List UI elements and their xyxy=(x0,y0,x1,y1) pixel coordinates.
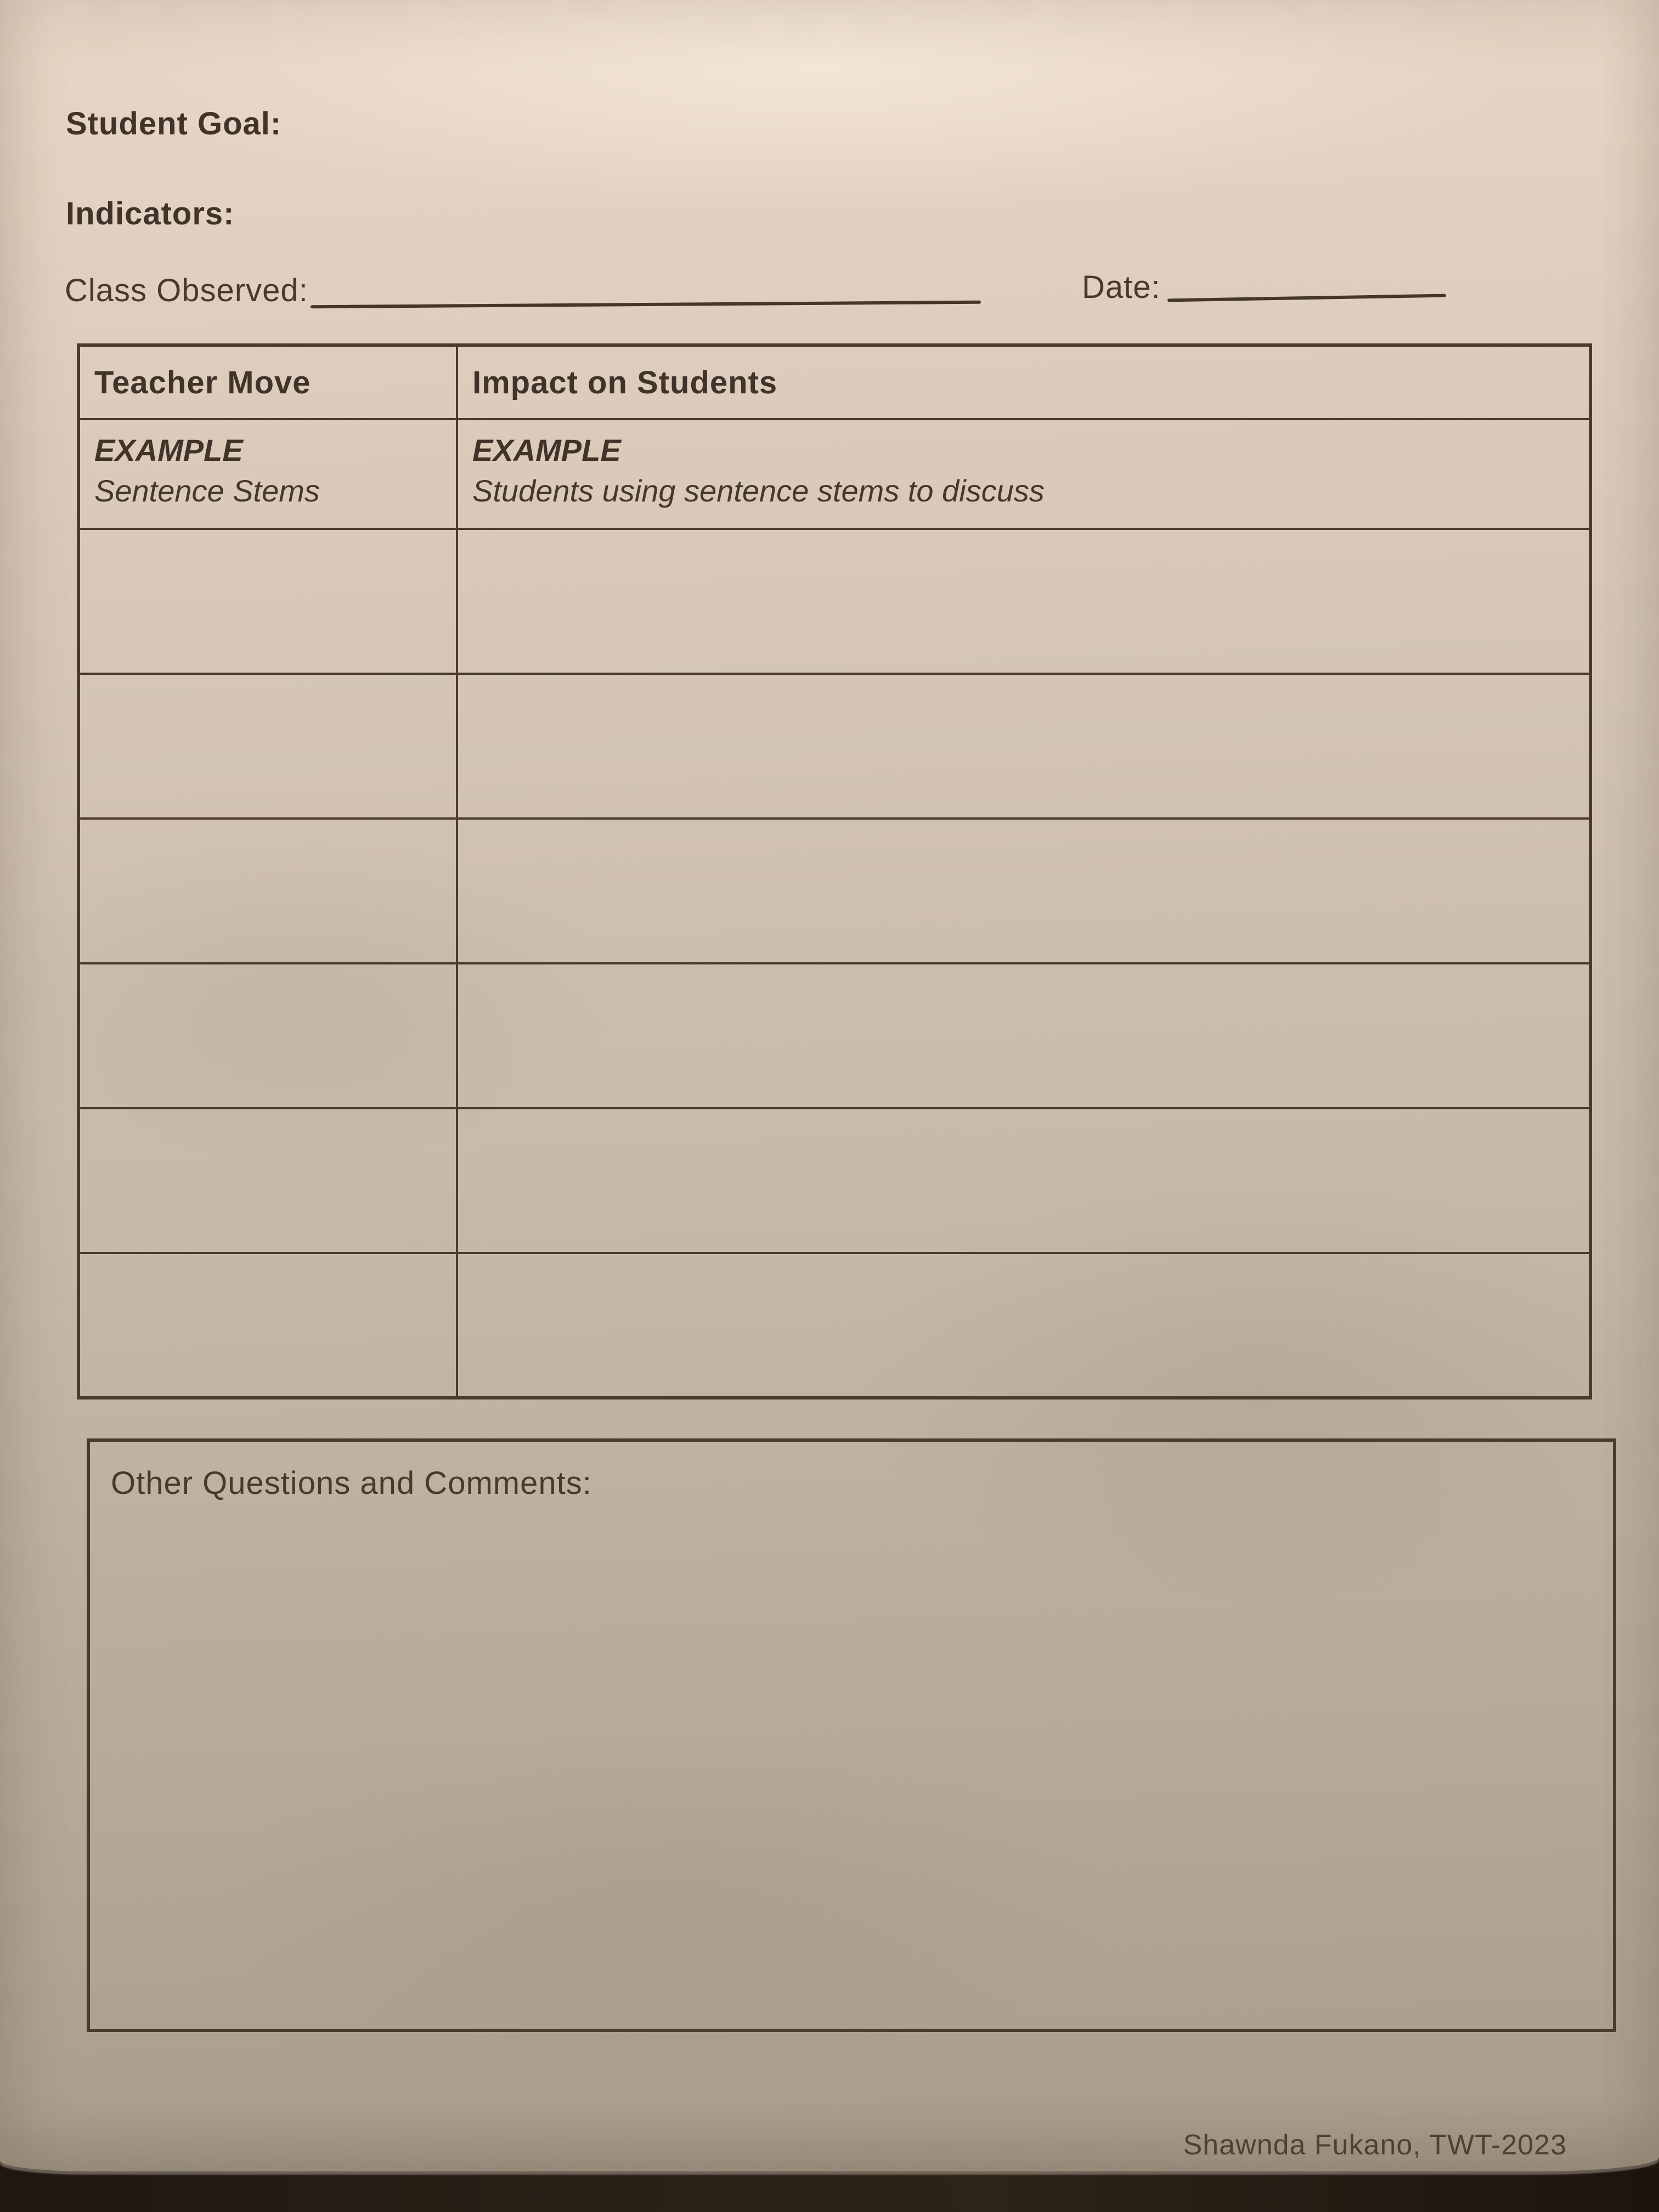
table-header-teacher-move: Teacher Move xyxy=(78,345,457,419)
table-empty-rows xyxy=(78,529,1590,1398)
example-text-impact: Students using sentence stems to discuss xyxy=(472,473,1045,508)
comments-box xyxy=(87,1438,1616,2032)
impact-empty-cell xyxy=(457,529,1590,674)
impact-empty-cell xyxy=(457,1108,1590,1253)
student-goal-label: Student Goal: xyxy=(66,106,282,142)
indicators-label: Indicators: xyxy=(66,196,235,232)
teacher-move-empty-cell xyxy=(78,529,457,674)
date-label: Date: xyxy=(1082,269,1161,305)
impact-empty-cell xyxy=(457,674,1590,819)
table-empty-row xyxy=(78,1253,1590,1398)
teacher-move-empty-cell xyxy=(78,674,457,819)
impact-empty-cell xyxy=(457,963,1590,1108)
impact-empty-cell xyxy=(457,1253,1590,1398)
example-text-move: Sentence Stems xyxy=(94,473,320,508)
table-empty-row xyxy=(78,1108,1590,1253)
impact-empty-cell xyxy=(457,819,1590,963)
footer-credit: Shawnda Fukano, TWT-2023 xyxy=(1183,2129,1567,2161)
teacher-move-empty-cell xyxy=(78,963,457,1108)
example-title-move: EXAMPLE xyxy=(94,433,243,467)
teacher-move-empty-cell xyxy=(78,819,457,963)
table-header-impact-on-students: Impact on Students xyxy=(457,345,1590,419)
table-empty-row xyxy=(78,819,1590,963)
class-observed-label: Class Observed: xyxy=(65,273,308,308)
example-impact-cell xyxy=(457,419,1590,529)
teacher-move-empty-cell xyxy=(78,1108,457,1253)
comments-label: Other Questions and Comments: xyxy=(111,1465,592,1501)
example-title-impact: EXAMPLE xyxy=(472,433,621,467)
table-header-row xyxy=(78,345,1590,419)
observation-table xyxy=(77,343,1592,1400)
table-empty-row xyxy=(78,963,1590,1108)
example-teacher-move-cell xyxy=(78,419,457,529)
teacher-move-empty-cell xyxy=(78,1253,457,1398)
table-empty-row xyxy=(78,529,1590,674)
table-example-row xyxy=(78,419,1590,529)
class-observed-blank-line xyxy=(311,301,981,309)
date-blank-line xyxy=(1167,294,1446,302)
table-empty-row xyxy=(78,674,1590,819)
